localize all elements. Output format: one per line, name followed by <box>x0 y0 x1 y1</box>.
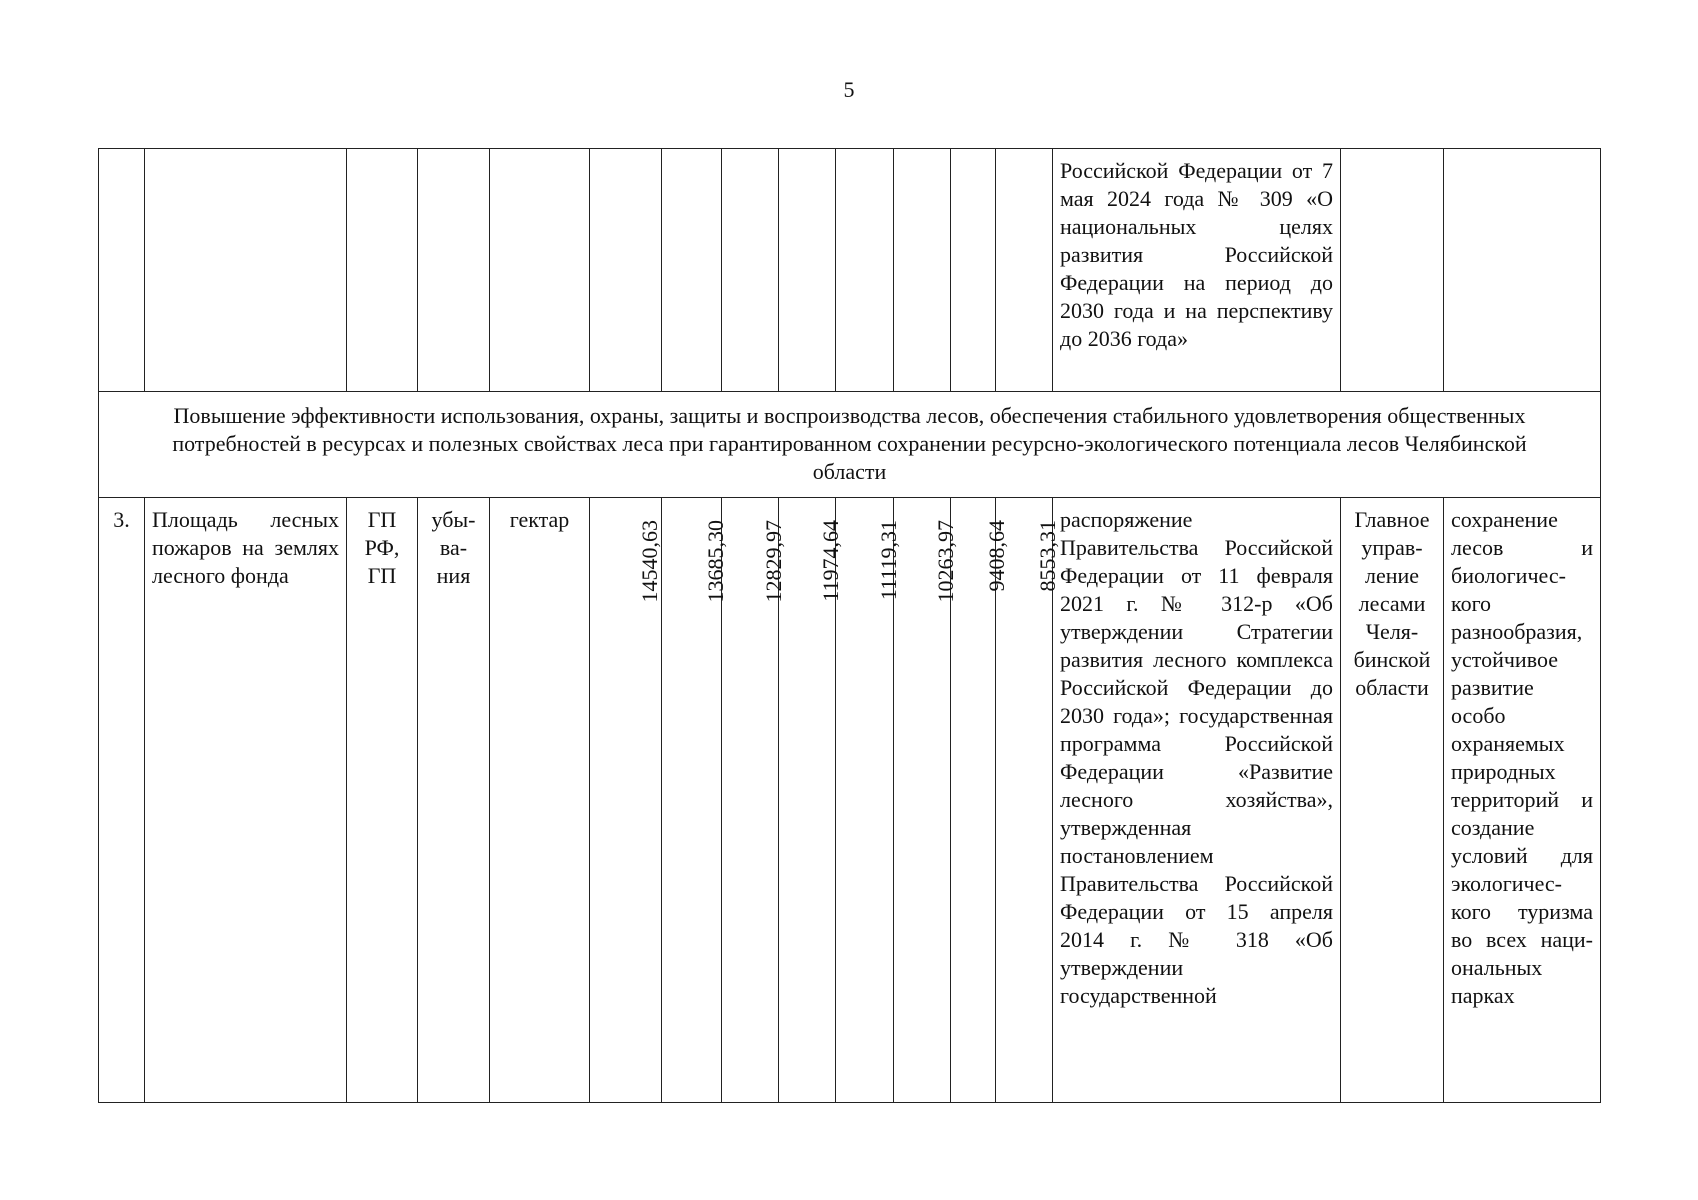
section-header-row <box>99 392 1601 498</box>
cont-cell-indicator <box>145 149 347 392</box>
cont-documents-text: Российской Федерации от 7 мая 2024 года № 309 «О национальных целях развития Российской Федерации на период до 2030 года и на перспективу до 2036 года» <box>1060 158 1333 351</box>
value-cell <box>722 498 786 1103</box>
value-2024: 14540,63 <box>636 520 662 603</box>
value-2026: 12829,97 <box>761 520 786 603</box>
value-2028: 11119,31 <box>875 520 901 601</box>
indicator-row <box>99 498 1601 1103</box>
indicator-unit: гектар <box>509 507 570 532</box>
cont-cell-unit <box>490 149 590 392</box>
indicators-table <box>98 148 1601 1103</box>
documents-text: распоряжение Правительства Российской Федерации от 11 февраля 2021 г. № 312-р «Об утверждении Стратегии развития лесного комплекса Российской Федерации до 2030 года»; государственная программа Российской Федерации «Развитие лесного хозяйства», утвержденная постановлением Правительства Российской Федерации от 15 апреля 2014 г. № 318 «Об утверждении государственной <box>1060 507 1333 1008</box>
cont-cell-value <box>951 149 996 392</box>
row-number: 3. <box>113 507 130 532</box>
connection-text: сохранение лесов и биологичес-кого разнообразия, устойчивое развитие особо охраняемых природных территорий и создание условий для экологичес-кого туризма во всех наци-ональных парках <box>1451 507 1593 1008</box>
section-header-cell <box>99 392 1601 498</box>
level-cell <box>347 498 418 1103</box>
cont-cell-value <box>779 149 836 392</box>
indicator-level: ГП РФ, ГП <box>364 507 400 588</box>
value-2031: 8553,31 <box>1035 520 1060 592</box>
value-cell <box>662 498 728 1103</box>
indicator-direction: убы-ва-ния <box>431 507 476 588</box>
responsible-text: Главное управ-ление лесами Челя-бинской области <box>1353 507 1431 700</box>
indicator-cell <box>145 498 347 1103</box>
cont-cell-value <box>996 149 1053 392</box>
value-cell <box>951 498 1009 1103</box>
section-header-text: Повышение эффективности использования, охраны, защиты и воспроизводства лесов, обеспечения стабильного удовлетворения общественных потребностей в ресурсах и полезных свойствах леса при гарантированном сохранении ресурсно-экологического потенциала лесов Челябинской области <box>172 403 1527 484</box>
cont-cell-value <box>894 149 951 392</box>
value-cell <box>590 498 662 1103</box>
cont-cell-value <box>836 149 894 392</box>
value-cell <box>894 498 958 1103</box>
cont-cell-value <box>722 149 779 392</box>
page-number: 5 <box>843 77 855 102</box>
row-number-cell <box>99 498 145 1103</box>
continuation-row <box>99 149 1601 392</box>
cont-cell-direction <box>418 149 490 392</box>
documents-cell <box>1053 498 1341 1103</box>
value-2030: 9408,64 <box>984 520 1009 592</box>
cont-cell-responsible <box>1341 149 1444 392</box>
cont-cell-level <box>347 149 418 392</box>
connection-cell <box>1444 498 1601 1103</box>
value-cell <box>836 498 901 1103</box>
value-2027: 11974,64 <box>818 520 843 602</box>
cont-cell-value <box>590 149 662 392</box>
cont-cell-documents <box>1053 149 1341 392</box>
responsible-cell <box>1341 498 1444 1103</box>
indicator-name: Площадь лесных пожаров на землях лесного фонда <box>152 507 339 588</box>
direction-cell <box>418 498 490 1103</box>
value-cell <box>779 498 843 1103</box>
cont-cell-value <box>662 149 722 392</box>
value-cell <box>996 498 1060 1103</box>
cont-cell-number <box>99 149 145 392</box>
unit-cell <box>490 498 590 1103</box>
cont-cell-connection <box>1444 149 1601 392</box>
value-2025: 13685,30 <box>702 520 728 603</box>
value-2029: 10263,97 <box>933 520 958 603</box>
